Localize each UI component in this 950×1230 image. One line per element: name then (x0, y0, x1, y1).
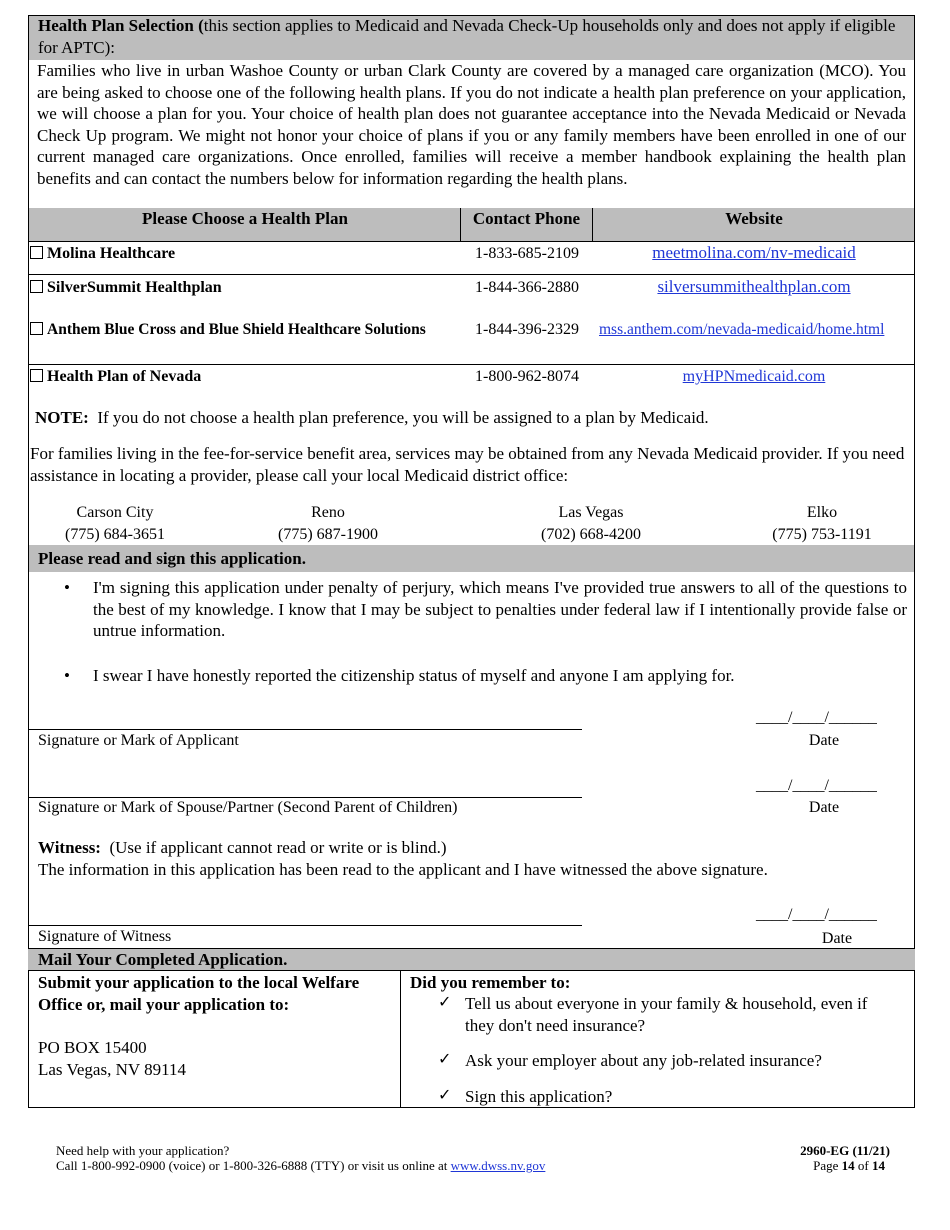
checklist-item: Sign this application? (465, 1087, 613, 1106)
witness-paren: (Use if applicant cannot read or write or is blind.) (109, 838, 447, 857)
plan-phone: 1-800-962-8074 (475, 368, 579, 385)
page-border-right (914, 15, 915, 949)
sign-bullets (29, 577, 907, 687)
page-border-top (28, 15, 915, 16)
office-phone: (775) 684-3651 (65, 526, 165, 543)
applicant-signature-label: Signature or Mark of Applicant (38, 732, 239, 749)
plan-row-silversummit (30, 277, 915, 299)
applicant-date-field[interactable]: ____/____/______ (756, 709, 877, 726)
plan-row-molina (30, 243, 915, 265)
page-prefix: Page (813, 1158, 839, 1173)
note (35, 407, 905, 429)
office-city: Carson City (76, 504, 154, 521)
office-phone: (702) 668-4200 (541, 526, 641, 543)
sign-header: Please read and sign this application. (38, 549, 306, 568)
checklist-item: Ask your employer about any job-related insurance? (465, 1051, 822, 1070)
bullet-item: • I'm signing this application under penalty of perjury, which means I've provided true answers to all of the questions to the best of my knowledge. I know that I may be subject to penalties under federal law if I intentionally provide false or untrue information. (29, 577, 907, 642)
plan-option-hpn[interactable] (30, 366, 201, 387)
table-divider (592, 208, 593, 241)
office-phone: (775) 753-1191 (772, 526, 872, 543)
plan-name: SilverSummit Healthplan (47, 279, 222, 296)
plan-option-silversummit[interactable] (30, 277, 222, 298)
office-las-vegas (516, 502, 666, 545)
checklist-item: Tell us about everyone in your family & household, even if they don't need insurance? (465, 994, 868, 1035)
checkmark-icon: ✓ (438, 1087, 452, 1104)
bullet-item: • I swear I have honestly reported the citizenship status of myself and anyone I am applying for. (29, 665, 907, 687)
office-elko (747, 502, 897, 545)
ffs-text: For families living in the fee-for-service benefit area, services may be obtained from any Nevada Medicaid provider. If you need assistance in locating a provider, please call your local Medicaid district office: (30, 444, 905, 485)
footer-help-line2 (56, 1157, 545, 1174)
office-reno (253, 502, 403, 545)
witness-date-label: Date (821, 930, 853, 947)
mail-address-line2: Las Vegas, NV 89114 (38, 1060, 186, 1079)
plan-name: Health Plan of Nevada (47, 368, 202, 385)
spouse-date-field[interactable]: ____/____/______ (756, 777, 877, 794)
footer-form-id: 2960-EG (11/21) (800, 1143, 890, 1158)
plan-table-header-phone: Contact Phone (472, 209, 581, 228)
footer-help-text: Call 1-800-992-0900 (voice) or 1-800-326-6888 (TTY) or visit us online at (56, 1158, 448, 1173)
plan-phone: 1-844-366-2880 (475, 279, 579, 296)
table-divider (460, 208, 461, 241)
spouse-date-label: Date (808, 799, 840, 816)
plan-option-anthem[interactable] (30, 319, 426, 340)
witness-text: The information in this application has been read to the applicant and I have witnessed the above signature. (38, 860, 768, 879)
plan-option-molina[interactable] (30, 243, 175, 264)
mail-header: Mail Your Completed Application. (38, 950, 288, 969)
note-text: If you do not choose a health plan preference, you will be assigned to a plan by Medicaid. (97, 408, 709, 427)
page-of: of (857, 1158, 869, 1173)
office-city: Las Vegas (558, 504, 624, 521)
remember-header: Did you remember to: (410, 973, 571, 992)
plan-table-header-website: Website (725, 209, 783, 228)
checkmark-icon: ✓ (438, 994, 452, 1011)
page-border-left (28, 15, 29, 949)
health-plan-intro: Families who live in urban Washoe County or urban Clark County are covered by a managed care organization (MCO). You are being asked to choose one of the following health plans. If you do not indicate a health plan preference on your application, we will choose a plan for you. Your choice of health plan does not guarantee acceptance into the Nevada Medicaid or Nevada Check Up program. We might not honor your choice of plans if you or any family members have been enrolled in one of our current managed care organizations. Once enrolled, families will receive a member handbook explaining the health plan benefits and can contact the numbers below for information regarding the health plans. (37, 61, 906, 188)
checkbox-icon[interactable] (30, 246, 43, 259)
checkbox-icon[interactable] (30, 280, 43, 293)
office-carson (40, 502, 190, 545)
plan-website-link[interactable]: silversummithealthplan.com (657, 277, 851, 296)
health-plan-header (38, 15, 908, 59)
health-plan-header-rest: this section applies to Medicaid and Nevada Check-Up households only and does not apply if eligible for APTC): (38, 16, 896, 57)
submit-text: Submit your application to the local Welfare Office or, mail your application to: (38, 973, 360, 1014)
footer-help-line1: Need help with your application? (56, 1143, 230, 1158)
witness-heading (38, 837, 447, 859)
witness-label: Witness: (38, 838, 101, 857)
checkbox-icon[interactable] (30, 322, 43, 335)
checkbox-icon[interactable] (30, 369, 43, 382)
footer-website-link[interactable]: www.dwss.nv.gov (450, 1158, 546, 1173)
plan-name: Anthem Blue Cross and Blue Shield Healthcare Solutions (47, 321, 426, 338)
plan-name: Molina Healthcare (47, 245, 176, 262)
mail-box-divider (400, 970, 401, 1108)
plan-phone: 1-844-396-2329 (475, 321, 579, 338)
plan-row-hpn (30, 366, 915, 388)
page-num: 14 (841, 1158, 855, 1173)
plan-phone: 1-833-685-2109 (475, 245, 579, 262)
witness-date-field[interactable]: ____/____/______ (756, 906, 877, 923)
plan-table-header-plan: Please Choose a Health Plan (142, 209, 348, 228)
office-city: Elko (806, 504, 838, 521)
office-phone: (775) 687-1900 (278, 526, 378, 543)
plan-website-link[interactable]: meetmolina.com/nv-medicaid (652, 243, 856, 262)
plan-row-anthem (30, 319, 915, 341)
health-plan-header-bold: Health Plan Selection ( (38, 16, 204, 35)
witness-signature-label: Signature of Witness (38, 928, 172, 945)
spouse-signature-label: Signature or Mark of Spouse/Partner (Second Parent of Children) (38, 799, 458, 816)
table-rule (28, 364, 915, 365)
note-label: NOTE: (35, 408, 89, 427)
page-total: 14 (872, 1158, 885, 1173)
plan-website-link[interactable]: myHPNmedicaid.com (682, 368, 826, 385)
office-city: Reno (311, 504, 345, 521)
mail-address-line1: PO BOX 15400 (38, 1038, 147, 1057)
checkmark-icon: ✓ (438, 1051, 452, 1068)
table-rule (28, 274, 915, 275)
applicant-date-label: Date (808, 732, 840, 749)
footer-page-number (770, 1157, 885, 1174)
plan-website-link[interactable]: mss.anthem.com/nevada-medicaid/home.html (599, 321, 885, 338)
